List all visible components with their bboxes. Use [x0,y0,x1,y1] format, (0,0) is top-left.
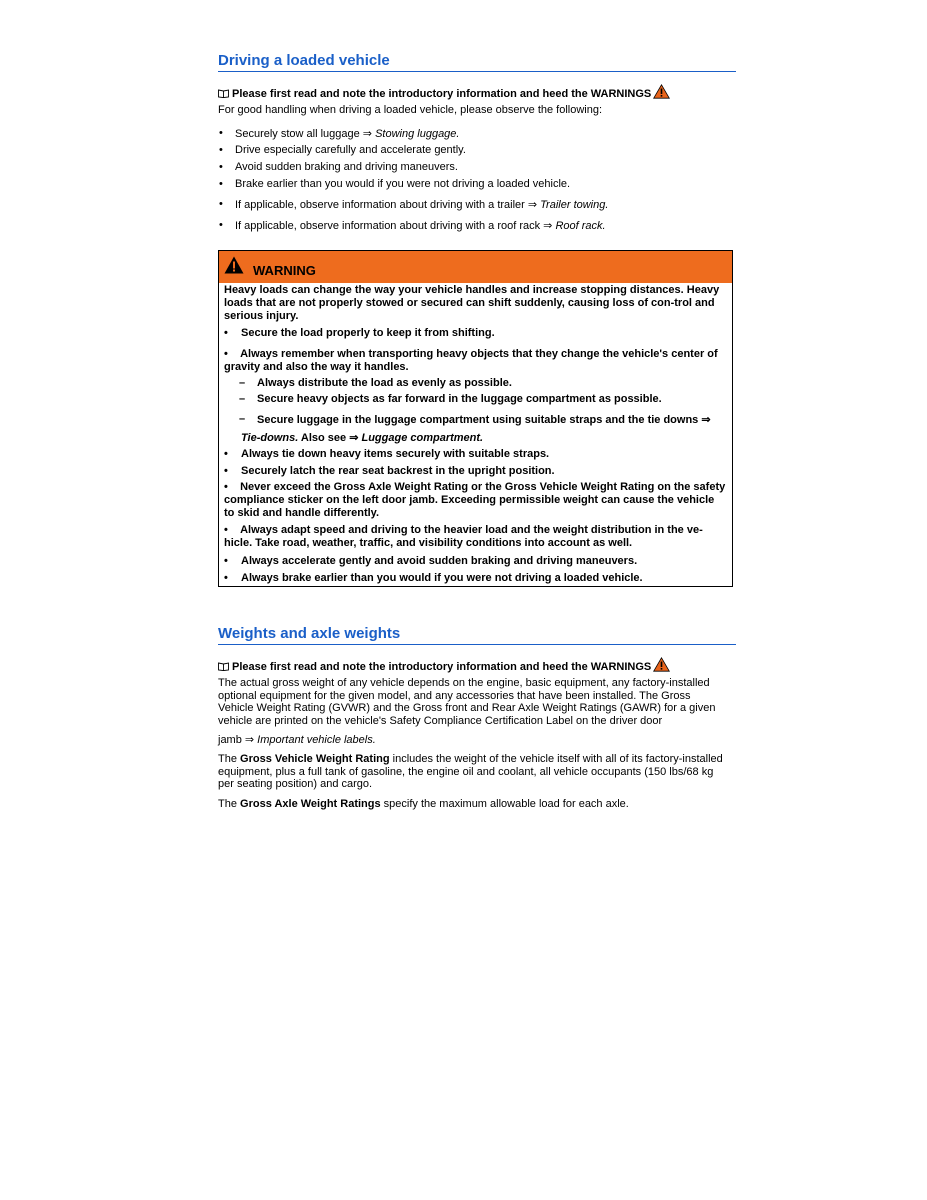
book-icon [218,89,229,98]
gvwr-paragraph: The Gross Vehicle Weight Rating includes the weight of the vehicle itself with all of its factory-installed equipment, plus a full tank of gasoline, the engine oil and coolant, all vehicle occupants (150 lbs/68 kg per seating position) and cargo. [218,753,723,791]
section-title-driving-loaded: Driving a loaded vehicle [218,52,736,72]
warning-triangle-icon [653,84,670,99]
intro-note [218,657,736,673]
book-icon [218,662,229,671]
section-title-weights: Weights and axle weights [218,625,736,645]
warning-item: • Never exceed the Gross Axle Weight Rating or the Gross Vehicle Weight Rating on the safety compliance sticker on the left door jamb. Exceeding permissible weight can cause the vehicle to skid and handle differently. [224,481,726,519]
warning-triangle-icon [653,657,670,672]
warning-item: • Always remember when transporting heavy objects that they change the vehicle's center of gravity and also the way it handles. [224,348,718,373]
warning-subitem-ref: Tie-downs. Also see ⇒ Luggage compartment. [241,432,484,444]
warning-label: WARNING [253,263,316,278]
weights-paragraph: The actual gross weight of any vehicle depends on the engine, basic equipment, any factory-installed optional equipment for the given model, and any accessories that have been installed. The Gross Vehicle Weight Rating (GVWR) and the Gross front and Rear Axle Weight Ratings (GAWR) for a given vehicle are printed on the vehicle's Safety Compliance Certification Label on the driver door [218,677,716,727]
lead-paragraph: For good handling when driving a loaded vehicle, please observe the following: [218,104,603,116]
warning-triangle-icon [224,256,244,274]
warning-header [219,251,732,283]
intro-note [218,84,736,100]
warning-intro: Heavy loads can change the way your vehicle handles and increase stopping distances. Heavy loads that are not properly stowed or secured can shift suddenly, causing loss of con-trol and serious injury. [224,284,720,322]
warning-item: • Always adapt speed and driving to the heavier load and the weight distribution in the ve-hicle. Take road, weather, traffic, and visibility conditions into account as well. [224,524,703,549]
warning-box: WARNING Heavy loads can change the way your vehicle handles and increase stopping distances. Heavy loads that are not properly stowed or secured can shift suddenly, causing loss of con-trol and serious injury. • Secure the load properly to keep it from shifting. • Always remember when transporting heavy objects that they change the vehicle's center of gravity and also the way it handles. – Always distribute the load as evenly as possible. – Secure heavy objects as far forward in the luggage compartment as possible. – Secure luggage in the luggage compartment using suitable straps and the tie downs ⇒ Tie-downs. Also see ⇒ Luggage compartment. • Always tie down heavy items securely with suitable straps. • Securely latch the rear seat backrest in the upright position. • Never exceed the Gross Axle Weight Rating or the Gross Vehicle Weight Rating on the safety compliance sticker on the left door jamb. Exceeding permissible weight can cause the vehicle to skid and handle differently. • Always adapt speed and driving to the heavier load and the weight distribution in the ve-hicle. Take road, weather, traffic, and visibility conditions into account as well. • Always accelerate gently and avoid sudden braking and driving maneuvers. • Always brake earlier than you would if you were not driving a loaded vehicle. [218,250,733,587]
intro-text: Please first read and note the introductory information and heed the WARNINGS [232,88,652,100]
intro-text: Please first read and note the introductory information and heed the WARNINGS [232,661,652,673]
gawr-paragraph: The Gross Axle Weight Ratings specify the maximum allowable load for each axle. [218,798,629,810]
weights-paragraph-ref: jamb ⇒ Important vehicle labels. [218,734,376,746]
